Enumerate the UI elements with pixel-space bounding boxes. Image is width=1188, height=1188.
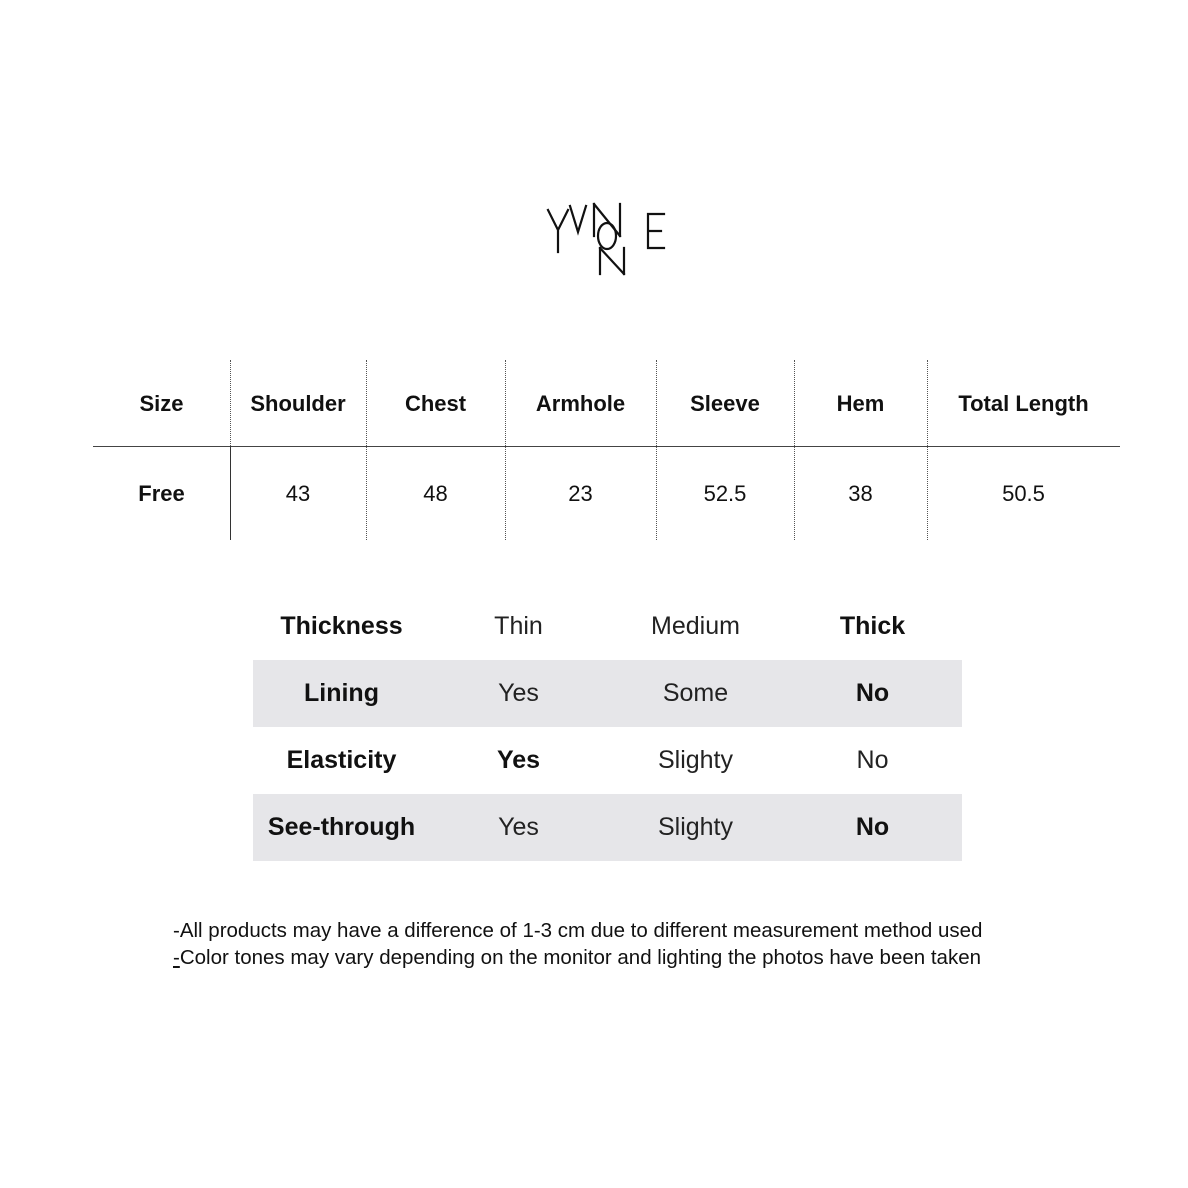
row-label-lining: Lining (304, 679, 379, 707)
option: Thin (494, 612, 543, 640)
table-row (253, 593, 962, 660)
option: Medium (651, 612, 740, 640)
option: Thick (839, 612, 906, 640)
option: Slighty (657, 746, 734, 774)
fabric-properties-table (253, 593, 962, 861)
option: Yes (496, 746, 541, 774)
header-sleeve: Sleeve (690, 391, 760, 416)
header-divider (93, 446, 1120, 447)
note-measurement: -All products may have a difference of 1-3 cm due to different measurement method used (173, 919, 983, 942)
option: Some (662, 679, 729, 707)
option: No (855, 679, 890, 707)
row-label-thickness: Thickness (280, 612, 403, 640)
value-sleeve: 52.5 (703, 481, 747, 506)
value-total-length: 50.5 (1002, 481, 1045, 506)
row-label-see-through: See-through (267, 813, 416, 841)
table-row (253, 660, 962, 727)
value-chest: 48 (423, 481, 448, 506)
disclaimer-notes (173, 917, 1073, 971)
option: Yes (498, 813, 539, 841)
column-divider (794, 360, 795, 540)
option: No (856, 746, 889, 774)
value-shoulder: 43 (285, 481, 311, 506)
option: No (855, 813, 890, 841)
size-table (93, 360, 1120, 540)
brand-logo (544, 196, 668, 280)
note-color (173, 944, 1073, 971)
column-divider (927, 360, 928, 540)
option: Yes (498, 679, 539, 707)
table-row (253, 794, 962, 861)
value-size: Free (138, 481, 185, 506)
value-hem: 38 (848, 481, 873, 506)
header-size: Size (139, 391, 184, 416)
header-total-length: Total Length (958, 391, 1089, 416)
header-hem: Hem (836, 391, 885, 416)
column-divider (505, 360, 506, 540)
header-chest: Chest (404, 391, 467, 416)
column-divider (656, 360, 657, 540)
row-label-elasticity: Elasticity (286, 746, 397, 774)
note-dash: - (173, 946, 180, 969)
table-row (253, 727, 962, 794)
header-armhole: Armhole (535, 391, 626, 416)
option: Slighty (657, 813, 734, 841)
header-shoulder: Shoulder (250, 391, 346, 416)
note-color-text: Color tones may vary depending on the monitor and lighting the photos have been taken (179, 946, 981, 969)
column-divider (366, 360, 367, 540)
value-armhole: 23 (568, 481, 593, 506)
